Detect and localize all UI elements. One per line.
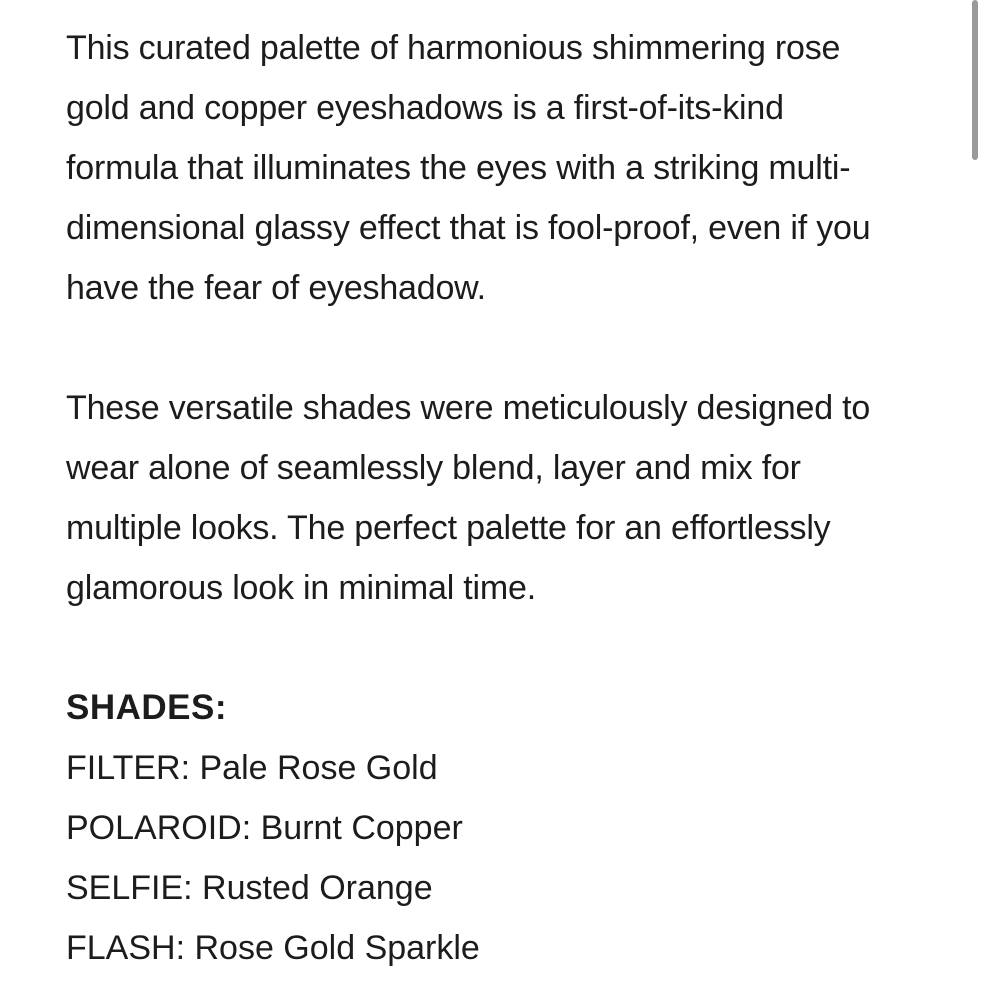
shade-item-filter: FILTER: Pale Rose Gold — [66, 749, 438, 787]
description-content — [66, 18, 966, 978]
paragraph-line: wear alone of seamlessly blend, layer and mix for — [66, 449, 801, 487]
vertical-scrollbar[interactable] — [972, 0, 978, 160]
shade-item-flash: FLASH: Rose Gold Sparkle — [66, 929, 480, 967]
description-paragraph-2 — [66, 378, 966, 618]
paragraph-line: glamorous look in minimal time. — [66, 569, 536, 607]
paragraph-line: gold and copper eyeshadows is a first-of-its-kind — [66, 89, 784, 127]
paragraph-line: dimensional glassy effect that is fool-proof, even if you — [66, 209, 871, 247]
description-paragraph-1 — [66, 18, 966, 318]
paragraph-line: These versatile shades were meticulously designed to — [66, 389, 871, 427]
shades-section — [66, 678, 966, 978]
paragraph-line: formula that illuminates the eyes with a striking multi- — [66, 149, 851, 187]
shades-heading: SHADES: — [66, 688, 228, 727]
shade-item-polaroid: POLAROID: Burnt Copper — [66, 809, 463, 847]
paragraph-line: multiple looks. The perfect palette for an effortlessly — [66, 509, 831, 547]
paragraph-line: This curated palette of harmonious shimmering rose — [66, 29, 841, 67]
shade-item-selfie: SELFIE: Rusted Orange — [66, 869, 433, 907]
paragraph-line: have the fear of eyeshadow. — [66, 269, 486, 307]
